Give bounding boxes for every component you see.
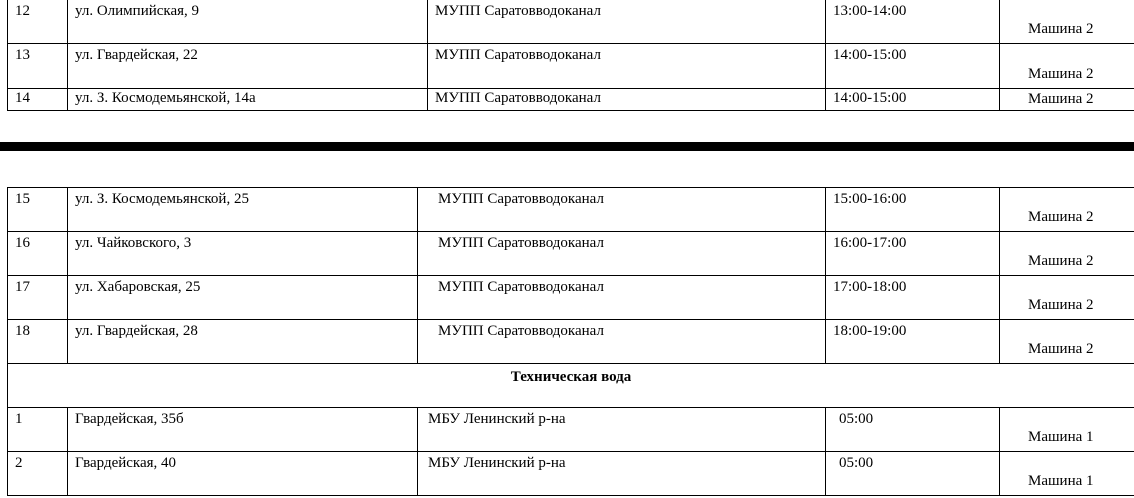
row-number-cell [8, 44, 68, 89]
time: 16:00-17:00 [833, 235, 907, 251]
table-row [8, 0, 1134, 44]
row-number: 18 [15, 323, 30, 339]
organization-cell [418, 276, 826, 320]
row-number: 15 [15, 191, 30, 207]
page-break-bar [0, 142, 1134, 151]
vehicle: Машина 2 [1028, 21, 1094, 37]
organization: МУПП Саратовводоканал [435, 3, 601, 19]
organization-cell [428, 44, 826, 89]
organization: МУПП Саратовводоканал [438, 235, 604, 251]
vehicle-cell [1000, 276, 1134, 320]
row-number-cell [8, 452, 68, 496]
vehicle-cell [1000, 0, 1134, 44]
time-cell [826, 44, 1000, 89]
address-cell [68, 452, 418, 496]
section-heading-row [8, 364, 1134, 408]
time-cell [826, 89, 1000, 111]
vehicle-cell [1000, 408, 1134, 452]
table-row [8, 320, 1134, 364]
vehicle-cell [1000, 89, 1134, 111]
table-row [8, 452, 1134, 496]
row-number-cell [8, 232, 68, 276]
vehicle: Машина 2 [1028, 253, 1094, 269]
address: ул. Хабаровская, 25 [75, 279, 201, 295]
table-row [8, 276, 1134, 320]
vehicle: Машина 2 [1028, 297, 1094, 313]
time: 05:00 [839, 455, 874, 471]
vehicle-cell [1000, 44, 1134, 89]
organization-cell [418, 232, 826, 276]
vehicle: Машина 2 [1028, 91, 1094, 107]
time-cell [826, 232, 1000, 276]
vehicle-cell [1000, 232, 1134, 276]
time: 13:00-14:00 [833, 3, 907, 19]
time: 14:00-15:00 [833, 47, 907, 63]
organization: МУПП Саратовводоканал [438, 191, 604, 207]
address-cell [68, 232, 418, 276]
section-heading: Техническая вода [510, 369, 632, 385]
address-cell [68, 276, 418, 320]
time-cell [826, 0, 1000, 44]
organization-cell [418, 452, 826, 496]
organization-cell [428, 89, 826, 111]
row-number: 14 [15, 90, 30, 106]
time: 15:00-16:00 [833, 191, 907, 207]
organization: МБУ Ленинский р-на [428, 411, 566, 427]
address: ул. Гвардейская, 28 [75, 323, 198, 339]
organization: МУПП Саратовводоканал [435, 90, 601, 106]
address-cell [68, 89, 428, 111]
table-row [8, 89, 1134, 111]
organization-cell [418, 408, 826, 452]
row-number: 13 [15, 47, 30, 63]
vehicle: Машина 2 [1028, 66, 1094, 82]
vehicle: Машина 1 [1028, 473, 1094, 489]
table-row [8, 188, 1134, 232]
address-cell [68, 188, 418, 232]
row-number: 16 [15, 235, 30, 251]
row-number: 17 [15, 279, 30, 295]
address-cell [68, 320, 418, 364]
table-row [8, 408, 1134, 452]
address: ул. Чайковского, 3 [75, 235, 192, 251]
vehicle-cell [1000, 452, 1134, 496]
organization: МУПП Саратовводоканал [438, 323, 604, 339]
time-cell [826, 408, 1000, 452]
schedule-table-top [7, 0, 1134, 111]
time-cell [826, 276, 1000, 320]
organization: МУПП Саратовводоканал [438, 279, 604, 295]
address: Гвардейская, 40 [75, 455, 177, 471]
time: 18:00-19:00 [833, 323, 907, 339]
row-number-cell [8, 276, 68, 320]
organization-cell [418, 320, 826, 364]
address: ул. Олимпийская, 9 [75, 3, 200, 19]
address: ул. З. Космодемьянской, 25 [75, 191, 249, 207]
address: ул. З. Космодемьянской, 14а [75, 90, 256, 106]
vehicle: Машина 2 [1028, 341, 1094, 357]
vehicle: Машина 1 [1028, 429, 1094, 445]
table-row [8, 44, 1134, 89]
section-heading-cell [8, 364, 1134, 408]
organization: МУПП Саратовводоканал [435, 47, 601, 63]
row-number: 1 [15, 411, 23, 427]
time-cell [826, 188, 1000, 232]
row-number-cell [8, 188, 68, 232]
organization-cell [418, 188, 826, 232]
row-number-cell [8, 408, 68, 452]
address-cell [68, 44, 428, 89]
vehicle: Машина 2 [1028, 209, 1094, 225]
row-number: 2 [15, 455, 23, 471]
time-cell [826, 452, 1000, 496]
organization: МБУ Ленинский р-на [428, 455, 566, 471]
time-cell [826, 320, 1000, 364]
table-row [8, 232, 1134, 276]
schedule-table-bottom [7, 187, 1134, 496]
row-number: 12 [15, 3, 30, 19]
vehicle-cell [1000, 188, 1134, 232]
organization-cell [428, 0, 826, 44]
time: 14:00-15:00 [833, 90, 907, 106]
time: 05:00 [839, 411, 874, 427]
address-cell [68, 408, 418, 452]
address: Гвардейская, 35б [75, 411, 184, 427]
vehicle-cell [1000, 320, 1134, 364]
row-number-cell [8, 0, 68, 44]
address-cell [68, 0, 428, 44]
time: 17:00-18:00 [833, 279, 907, 295]
row-number-cell [8, 320, 68, 364]
address: ул. Гвардейская, 22 [75, 47, 198, 63]
row-number-cell [8, 89, 68, 111]
